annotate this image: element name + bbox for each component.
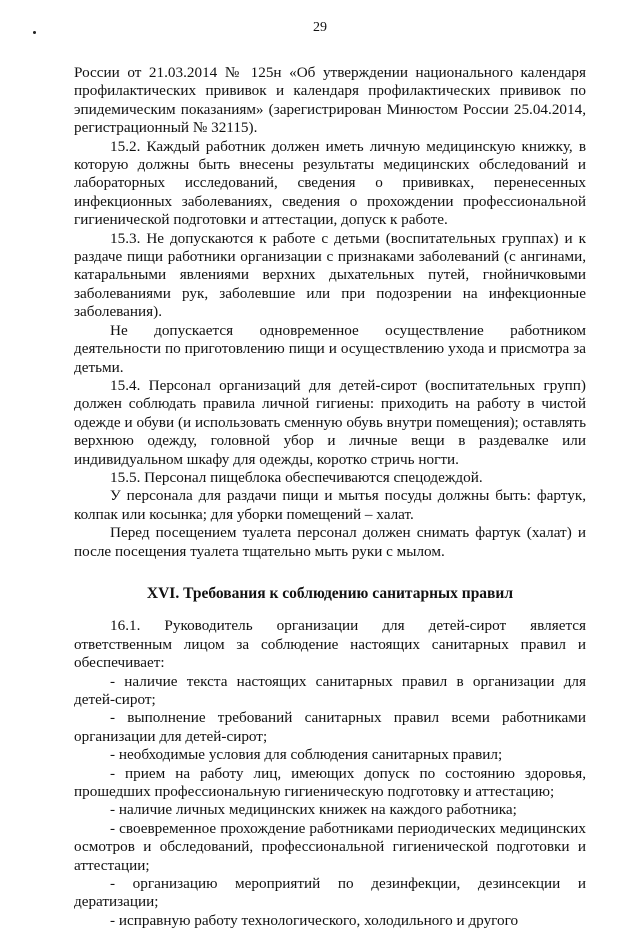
list-item: - наличие личных медицинских книжек на каждого работника;	[110, 801, 517, 819]
paragraph-toilet: Перед посещением туалета персонал должен снимать фартук (халат) и после посещения туалета тщательно мыть руки с мылом.	[74, 524, 586, 560]
page-number: 29	[313, 20, 327, 35]
paragraph-continuation: России от 21.03.2014 № 125н «Об утверждении национального календаря профилактических прививок и календаря профилактических прививок по эпидемическим показаниям» (зарегистрирован Минюстом России 25.04.2014, регистрационный № 32115).	[74, 64, 586, 137]
paragraph-no-simultaneous: Не допускается одновременное осуществление работником деятельности по приготовлению пищи и осуществлению ухода и присмотра за детьми.	[74, 321, 586, 376]
list-item: - организацию мероприятий по дезинфекции, дезинсекции и дератизации;	[74, 875, 586, 911]
list-item: - необходимые условия для соблюдения санитарных правил;	[110, 746, 503, 764]
paragraph-staff-clothing: У персонала для раздачи пищи и мытья посуды должны быть: фартук, колпак или косынка; для уборки помещений – халат.	[74, 487, 586, 523]
section-title: XVI. Требования к соблюдению санитарных правил	[146, 584, 514, 602]
paragraph-16-1: 16.1. Руководитель организации для детей-сирот является ответственным лицом за соблюдение настоящих санитарных правил и обеспечивает:	[74, 617, 586, 672]
list-item: - выполнение требований санитарных правил всеми работниками организации для детей-сирот;	[74, 709, 586, 745]
list-item: - прием на работу лиц, имеющих допуск по состоянию здоровья, прошедших профессиональную гигиеническую подготовку и аттестацию;	[74, 764, 586, 801]
list-item: - своевременное прохождение работниками периодических медицинских осмотров и обследований, профессиональной гигиенической подготовки и аттестации;	[74, 819, 586, 874]
list-item: - наличие текста настоящих санитарных правил в организации для детей-сирот;	[74, 672, 586, 708]
paragraph-15-3: 15.3. Не допускаются к работе с детьми (воспитательных группах) и к раздаче пищи работники организации с признаками заболеваний (с ангинами, катаральными явлениями верхних дыхательных путей, гнойничковыми заболеваниями рук, заболевшие или при подозрении на инфекционные заболевания).	[74, 229, 586, 321]
list-item: - исправную работу технологического, холодильного и другого	[110, 911, 519, 929]
paragraph-15-5: 15.5. Персонал пищеблока обеспечиваются спецодеждой.	[110, 468, 483, 486]
page-body	[74, 64, 586, 930]
paragraph-15-4: 15.4. Персонал организаций для детей-сирот (воспитательных групп) должен соблюдать правила личной гигиены: приходить на работу в чистой одежде и обуви (и использовать сменную обувь внутри помещения); оставлять верхнюю одежду, головной убор и личные вещи в раздевалке или индивидуальном шкафу для одежды, коротко стричь ногти.	[74, 376, 586, 468]
paragraph-15-2: 15.2. Каждый работник должен иметь личную медицинскую книжку, в которую должны быть внесены результаты медицинских обследований и лабораторных исследований, сведения о прививках, перенесенных инфекционных заболеваниях, сведения о прохождении профессиональной гигиенической подготовки и аттестации, допуск к работе.	[74, 137, 586, 229]
